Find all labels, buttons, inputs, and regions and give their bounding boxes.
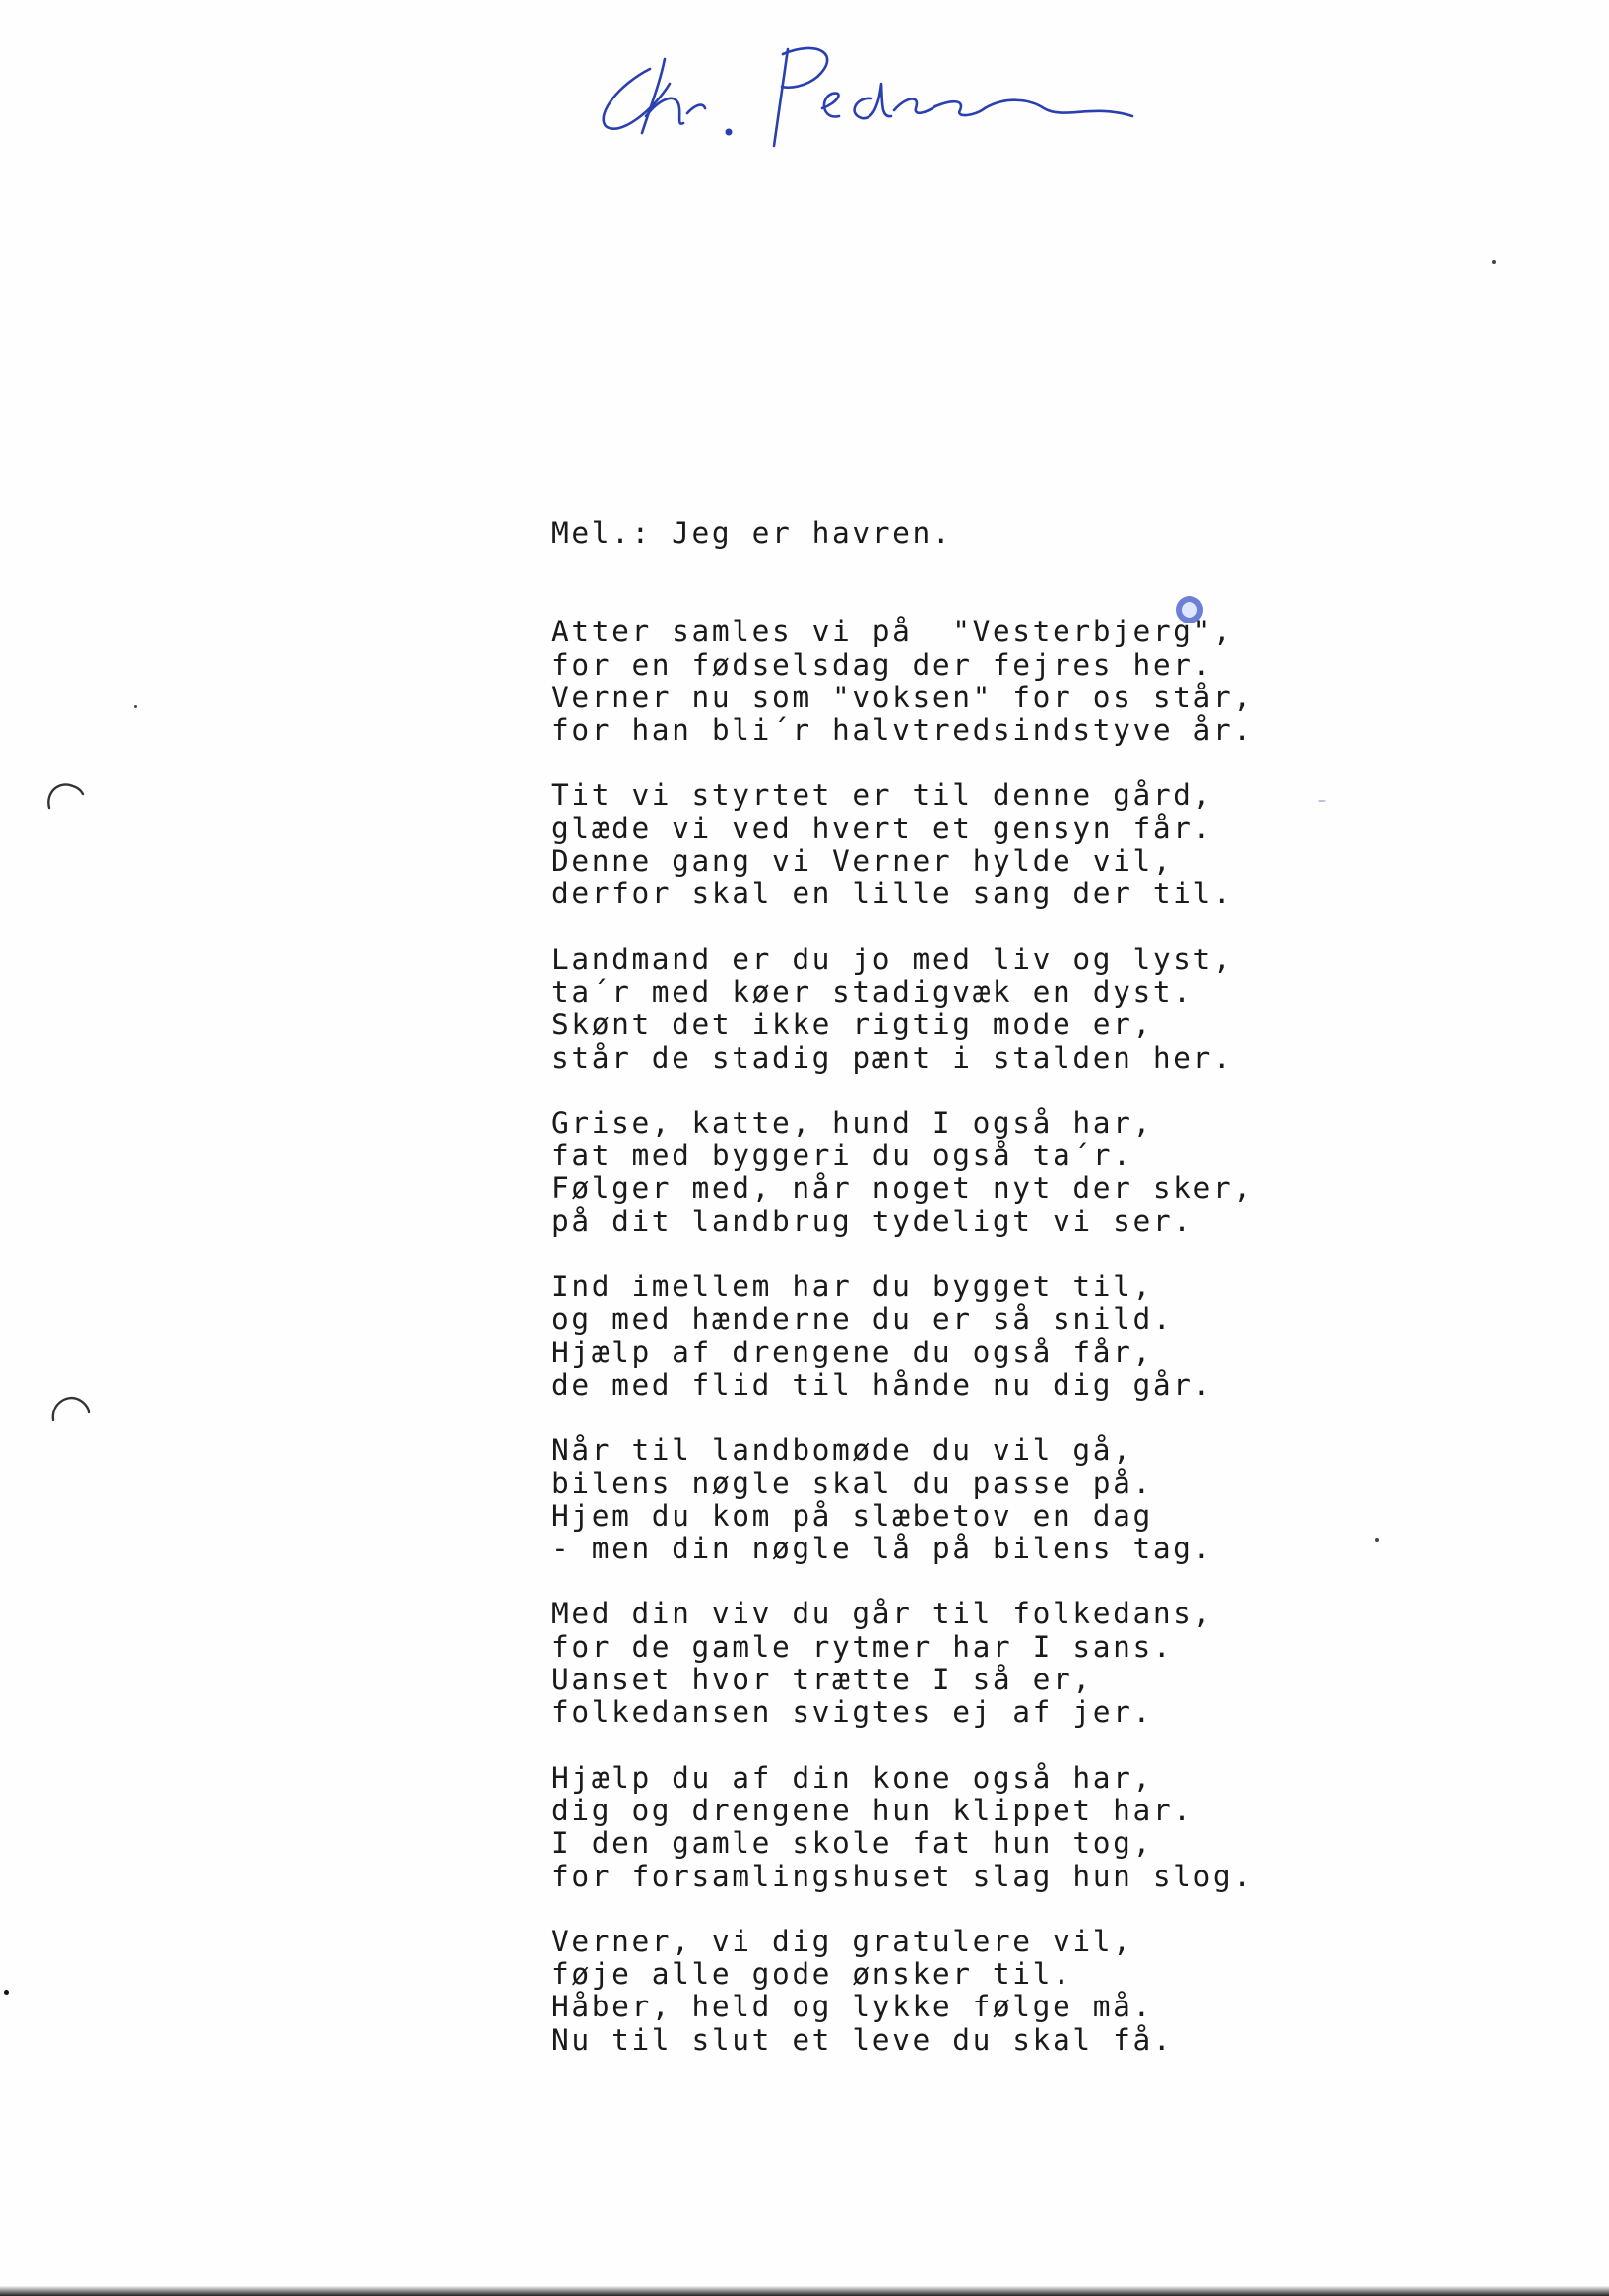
stanza-list <box>551 616 1300 2057</box>
verse-line: Når til landbomøde du vil gå, <box>551 1433 1133 1468</box>
paper-speck <box>1375 1538 1379 1542</box>
verse-line: Denne gang vi Verner hylde vil, <box>551 844 1174 879</box>
verse-line: Hjem du kom på slæbetov en dag <box>551 1498 1153 1533</box>
paper-speck <box>1492 260 1496 264</box>
paper-speck <box>4 1990 9 1995</box>
scan-edge <box>0 2286 1609 2296</box>
verse-line: fat med byggeri du også ta´r. <box>551 1139 1133 1173</box>
stanza <box>551 1926 1300 2057</box>
stanza <box>551 779 1300 910</box>
verse-line: Ind imellem har du bygget til, <box>551 1270 1153 1304</box>
verse-line: Håber, held og lykke følge må. <box>551 1990 1153 2024</box>
verse-line: - men din nøgle lå på bilens tag. <box>551 1532 1213 1566</box>
verse-line: føje alle gode ønsker til. <box>551 1957 1073 1992</box>
verse-line: for de gamle rytmer har I sans. <box>551 1629 1174 1664</box>
paper-speck <box>134 705 137 708</box>
verse-line: derfor skal en lille sang der til. <box>551 877 1234 911</box>
song-text <box>551 517 1300 2089</box>
verse-line: Landmand er du jo med liv og lyst, <box>551 942 1234 976</box>
verse-line: folkedansen svigtes ej af jer. <box>551 1695 1153 1730</box>
verse-line: Verner, vi dig gratulere vil, <box>551 1924 1133 1958</box>
verse-line: glæde vi ved hvert et gensyn får. <box>551 811 1213 845</box>
verse-line: Skønt det ikke rigtig mode er, <box>551 1008 1153 1042</box>
verse-line: for forsamlingshuset slag hun slog. <box>551 1859 1254 1893</box>
verse-line: for han bli´r halvtredsindstyve år. <box>551 713 1254 748</box>
stanza <box>551 1107 1300 1238</box>
melody-line: Mel.: Jeg er havren. <box>551 516 953 550</box>
verse-line: Hjælp af drengene du også får, <box>551 1335 1153 1369</box>
paper-speck <box>1318 800 1326 802</box>
verse-line: Nu til slut et leve du skal få. <box>551 2022 1174 2057</box>
stanza <box>551 1762 1300 1893</box>
stanza <box>551 1434 1300 1565</box>
punch-hole-mark <box>37 764 95 821</box>
verse-line: står de stadig pænt i stalden her. <box>551 1040 1234 1075</box>
punch-hole-mark <box>43 1381 100 1438</box>
handwritten-signature <box>581 30 1162 158</box>
verse-line: på dit landbrug tydeligt vi ser. <box>551 1204 1193 1238</box>
verse-line: Tit vi styrtet er til denne gård, <box>551 778 1213 813</box>
verse-line: ta´r med køer stadigvæk en dyst. <box>551 974 1193 1009</box>
verse-line: Hjælp du af din kone også har, <box>551 1760 1153 1795</box>
verse-line: de med flid til hånde nu dig går. <box>551 1367 1213 1402</box>
stanza <box>551 1271 1300 1402</box>
verse-line: og med hænderne du er så snild. <box>551 1302 1174 1337</box>
stanza <box>551 1598 1300 1729</box>
verse-line: I den gamle skole fat hun tog, <box>551 1826 1153 1861</box>
verse-line: Verner nu som "voksen" for os står, <box>551 680 1254 714</box>
verse-line: dig og drengene hun klippet har. <box>551 1793 1193 1827</box>
verse-line: Med din viv du går til folkedans, <box>551 1597 1213 1631</box>
verse-line: Grise, katte, hund I også har, <box>551 1105 1153 1140</box>
verse-line: Atter samles vi på "Vesterbjerg", <box>551 615 1234 649</box>
verse-line: Uanset hvor trætte I så er, <box>551 1663 1093 1697</box>
stanza <box>551 616 1300 747</box>
verse-line: Følger med, når noget nyt der sker, <box>551 1171 1254 1206</box>
stanza <box>551 944 1300 1075</box>
verse-line: for en fødselsdag der fejres her. <box>551 647 1213 682</box>
verse-line: bilens nøgle skal du passe på. <box>551 1466 1153 1500</box>
